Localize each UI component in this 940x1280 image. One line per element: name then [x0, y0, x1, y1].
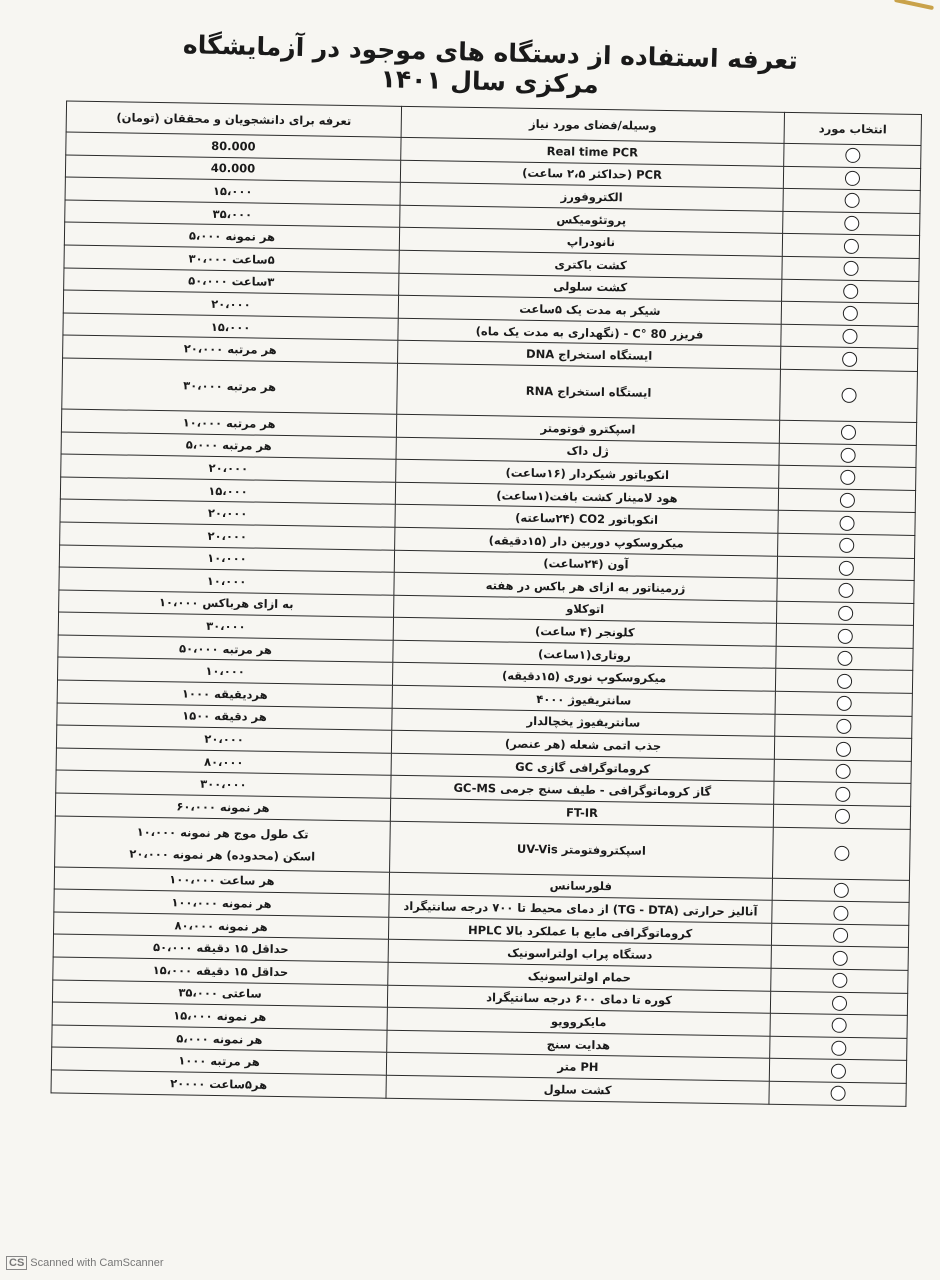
- device-cell: مایکروویو: [387, 1007, 770, 1036]
- select-radio[interactable]: [840, 470, 855, 485]
- select-cell: [779, 465, 916, 490]
- select-cell: [772, 827, 910, 880]
- device-cell: الکتروفورز: [400, 183, 783, 212]
- price-cell: هر مرتبه ۱۰،۰۰۰: [61, 409, 396, 437]
- device-cell: ایستگاه استخراج DNA: [398, 341, 781, 370]
- scanner-logo-icon: CS: [6, 1256, 27, 1270]
- select-radio[interactable]: [843, 261, 858, 276]
- device-cell: ژرمیناتور به ازای هر باکس در هفته: [394, 572, 777, 601]
- select-cell: [783, 211, 920, 236]
- select-cell: [782, 279, 919, 304]
- select-radio[interactable]: [838, 583, 853, 598]
- select-radio[interactable]: [840, 425, 855, 440]
- device-cell: هدایت سنج: [387, 1030, 770, 1059]
- price-cell: هر نمونه ۱۰۰،۰۰۰: [54, 889, 389, 917]
- select-cell: [772, 878, 909, 903]
- select-cell: [781, 301, 918, 326]
- select-radio[interactable]: [839, 493, 854, 508]
- select-radio[interactable]: [831, 996, 846, 1011]
- device-cell: روتاری(۱ساعت): [393, 640, 776, 669]
- device-cell: شیکر به مدت یک ۵ساعت: [398, 295, 781, 324]
- scanner-watermark: [6, 1256, 164, 1270]
- select-cell: [771, 923, 908, 948]
- header-device: وسیله/فضای مورد نیاز: [401, 106, 784, 143]
- device-cell: پروتئومیکس: [400, 205, 783, 234]
- device-cell: میکروسکوپ نوری (۱۵دقیقه): [392, 663, 775, 692]
- price-cell: ۳۰۰،۰۰۰: [56, 770, 391, 798]
- select-cell: [772, 900, 909, 925]
- select-cell: [770, 1013, 907, 1038]
- select-radio[interactable]: [843, 284, 858, 299]
- price-cell: ۲۰،۰۰۰: [56, 725, 391, 753]
- price-cell: هر دقیقه ۱۵۰۰: [57, 703, 392, 731]
- header-select: انتخاب مورد: [784, 112, 921, 145]
- select-radio[interactable]: [835, 786, 850, 801]
- select-radio[interactable]: [842, 351, 857, 366]
- device-cell: دستگاه پراب اولتراسونیک: [388, 940, 771, 969]
- select-radio[interactable]: [832, 950, 847, 965]
- price-cell: ۲۰،۰۰۰: [60, 522, 395, 550]
- select-radio[interactable]: [836, 696, 851, 711]
- select-radio[interactable]: [842, 329, 857, 344]
- select-cell: [776, 624, 913, 649]
- price-cell: هر مرتبه ۳۰،۰۰۰: [62, 358, 398, 414]
- price-cell: ۲۰،۰۰۰: [60, 499, 395, 527]
- select-cell: [771, 968, 908, 993]
- device-cell: حمام اولتراسونیک: [388, 962, 771, 991]
- select-radio[interactable]: [835, 741, 850, 756]
- select-radio[interactable]: [841, 388, 856, 403]
- device-cell: اتوکلاو: [394, 595, 777, 624]
- device-cell: PCR (حداکثر ۲،۵ ساعت): [400, 160, 783, 189]
- select-cell: [778, 533, 915, 558]
- device-cell: سانتریفیوژ یخچالدار: [392, 708, 775, 737]
- price-cell: ۱۵،۰۰۰: [65, 177, 400, 205]
- price-cell: هر نمونه ۱۵،۰۰۰: [52, 1002, 387, 1030]
- select-cell: [775, 714, 912, 739]
- price-cell: ۱۵،۰۰۰: [60, 477, 395, 505]
- select-radio[interactable]: [832, 973, 847, 988]
- device-cell: میکروسکوپ دوربین دار (۱۵دقیقه): [395, 527, 778, 556]
- price-cell: ۸۰،۰۰۰: [56, 748, 391, 776]
- price-cell: حداقل ۱۵ دقیقه ۵۰،۰۰۰: [53, 934, 388, 962]
- device-cell: کروماتوگرافی مایع با عملکرد بالا HPLC: [388, 917, 771, 946]
- price-line: اسکن (محدوده) هر نمونه ۲۰،۰۰۰: [129, 846, 316, 864]
- select-cell: [782, 256, 919, 281]
- select-cell: [771, 946, 908, 971]
- price-cell: هر مرتبه ۵۰،۰۰۰: [58, 635, 393, 663]
- price-cell: ۳۵،۰۰۰: [65, 200, 400, 228]
- price-cell: به ازای هرباکس ۱۰،۰۰۰: [59, 590, 394, 618]
- select-radio[interactable]: [844, 171, 859, 186]
- select-cell: [775, 669, 912, 694]
- select-cell: [779, 443, 916, 468]
- device-cell: کوره تا دمای ۶۰۰ درجه سانتیگراد: [387, 985, 770, 1014]
- select-cell: [780, 369, 918, 422]
- price-cell: ۲۰،۰۰۰: [61, 454, 396, 482]
- price-line: تک طول موج هر نمونه ۱۰،۰۰۰: [136, 824, 309, 842]
- select-cell: [780, 347, 917, 372]
- select-cell: [777, 556, 914, 581]
- select-radio[interactable]: [836, 719, 851, 734]
- price-cell: هر نمونه ۸۰،۰۰۰: [54, 912, 389, 940]
- price-cell: ۲۰،۰۰۰: [63, 290, 398, 318]
- price-cell: 40.000: [65, 155, 400, 183]
- select-radio[interactable]: [844, 216, 859, 231]
- price-cell: ۱۰،۰۰۰: [59, 545, 394, 573]
- device-cell: کلونجر (۴ ساعت): [393, 618, 776, 647]
- device-cell: Real time PCR: [401, 137, 784, 166]
- select-radio[interactable]: [831, 1018, 846, 1033]
- price-cell: هر نمونه ۵،۰۰۰: [64, 222, 399, 250]
- device-cell: اسپکتروفتومتر UV-Vis: [390, 821, 774, 878]
- select-cell: [774, 737, 911, 762]
- price-cell: حداقل ۱۵ دقیقه ۱۵،۰۰۰: [53, 957, 388, 985]
- select-radio[interactable]: [839, 515, 854, 530]
- device-cell: کشت باکتری: [399, 250, 782, 279]
- header-price: تعرفه برای دانشجویان و محققان (تومان): [66, 101, 401, 137]
- device-cell: کشت سلولی: [399, 273, 782, 302]
- select-radio[interactable]: [836, 673, 851, 688]
- device-cell: فلورسانس: [389, 872, 772, 901]
- price-cell: هردیقیقه ۱۰۰۰: [57, 680, 392, 708]
- price-cell: هر مرتبه ۵،۰۰۰: [61, 432, 396, 460]
- select-radio[interactable]: [844, 193, 859, 208]
- price-cell: ۳ساعت ۵۰،۰۰۰: [64, 268, 399, 296]
- price-cell: ساعتی ۳۵،۰۰۰: [52, 980, 387, 1008]
- price-cell: ۱۵،۰۰۰: [63, 313, 398, 341]
- price-cell: ۱۰،۰۰۰: [59, 567, 394, 595]
- select-radio[interactable]: [840, 448, 855, 463]
- device-cell: انکوباتور CO2 (۲۴ساعته): [395, 505, 778, 534]
- device-cell: جذب اتمی شعله (هر عنصر): [391, 730, 774, 759]
- select-radio[interactable]: [839, 538, 854, 553]
- select-radio[interactable]: [845, 148, 860, 163]
- device-cell: آنالیز حرارتی (TG - DTA) از دمای محیط تا ۷۰۰ درجه سانتیگراد: [389, 894, 772, 923]
- select-radio[interactable]: [830, 1086, 845, 1101]
- select-cell: [778, 511, 915, 536]
- price-cell: [55, 816, 391, 872]
- price-cell: ۱۰،۰۰۰: [58, 657, 393, 685]
- price-cell: 80.000: [66, 132, 401, 160]
- select-cell: [779, 420, 916, 445]
- corner-mark: [894, 0, 934, 10]
- select-radio[interactable]: [832, 928, 847, 943]
- scanner-text: Scanned with CamScanner: [30, 1257, 164, 1269]
- device-cell: گاز کروماتوگرافی - طیف سنج جرمی GC-MS: [391, 776, 774, 805]
- price-cell: هر نمونه ۵،۰۰۰: [52, 1025, 387, 1053]
- device-cell: سانتریفیوژ ۴۰۰۰: [392, 685, 775, 714]
- select-cell: [778, 488, 915, 513]
- select-radio[interactable]: [842, 306, 857, 321]
- select-cell: [769, 1059, 906, 1084]
- select-cell: [775, 691, 912, 716]
- select-cell: [769, 1081, 906, 1106]
- select-radio[interactable]: [843, 238, 858, 253]
- device-cell: هود لامینار کشت بافت(۱ساعت): [395, 482, 778, 511]
- select-radio[interactable]: [837, 651, 852, 666]
- price-cell: هر مرتبه ۱۰۰۰: [51, 1047, 386, 1075]
- device-cell: کروماتوگرافی گازی GC: [391, 753, 774, 782]
- device-cell: انکوباتور شیکردار (۱۶ساعت): [396, 459, 779, 488]
- select-radio[interactable]: [833, 883, 848, 898]
- price-cell: ۵ساعت ۳۰،۰۰۰: [64, 245, 399, 273]
- select-cell: [776, 601, 913, 626]
- price-cell: ۳۰،۰۰۰: [58, 612, 393, 640]
- select-cell: [773, 804, 910, 829]
- select-radio[interactable]: [837, 628, 852, 643]
- select-radio[interactable]: [838, 561, 853, 576]
- select-cell: [783, 189, 920, 214]
- price-cell: هر ساعت ۱۰۰،۰۰۰: [54, 867, 389, 895]
- price-cell: هر نمونه ۶۰،۰۰۰: [55, 793, 390, 821]
- select-cell: [774, 782, 911, 807]
- device-cell: فریزر C° 80 - (نگهداری به مدت یک ماه): [398, 318, 781, 347]
- select-radio[interactable]: [834, 846, 849, 861]
- device-cell: کشت سلول: [386, 1075, 769, 1104]
- select-radio[interactable]: [834, 809, 849, 824]
- device-cell: ژل داک: [396, 437, 779, 466]
- select-cell: [777, 578, 914, 603]
- select-radio[interactable]: [835, 764, 850, 779]
- device-cell: نانودراپ: [399, 228, 782, 257]
- price-cell: هر۵ساعت ۲۰۰۰۰: [51, 1070, 386, 1098]
- select-cell: [782, 234, 919, 259]
- select-radio[interactable]: [833, 905, 848, 920]
- select-radio[interactable]: [838, 606, 853, 621]
- select-cell: [783, 166, 920, 191]
- device-cell: آون (۲۴ساعت): [394, 550, 777, 579]
- device-cell: ایستگاه استخراج RNA: [397, 363, 781, 420]
- select-cell: [770, 991, 907, 1016]
- device-cell: اسپکترو فوتومتر: [396, 414, 779, 443]
- table-body: [51, 132, 921, 1106]
- select-cell: [776, 646, 913, 671]
- select-radio[interactable]: [830, 1063, 845, 1078]
- select-cell: [784, 143, 921, 168]
- price-cell: هر مرتبه ۲۰،۰۰۰: [63, 335, 398, 363]
- page-title: تعرفه استفاده از دستگاه های موجود در آزمایشگاه مرکزی سال ۱۴۰۱: [182, 29, 799, 99]
- select-cell: [774, 759, 911, 784]
- device-cell: FT-IR: [390, 798, 773, 827]
- select-radio[interactable]: [831, 1041, 846, 1056]
- select-cell: [770, 1036, 907, 1061]
- device-cell: PH متر: [386, 1053, 769, 1082]
- select-cell: [781, 324, 918, 349]
- tariff-table: [51, 101, 922, 1107]
